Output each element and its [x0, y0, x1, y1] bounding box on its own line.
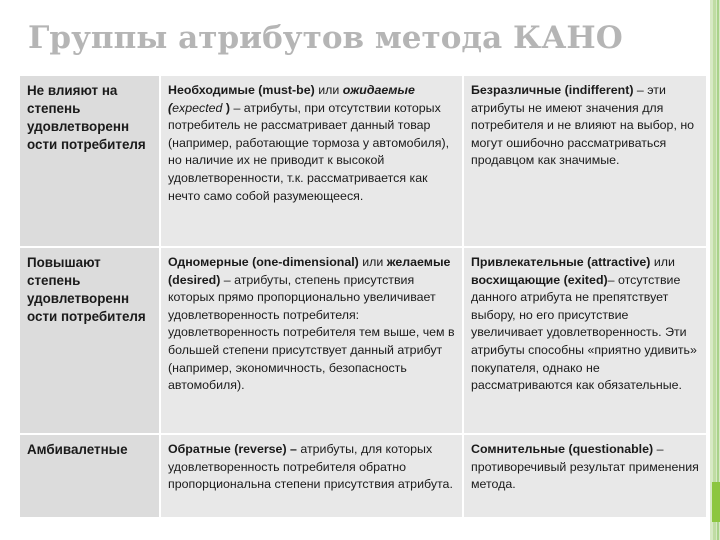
- term-label: Необходимые (must-be): [168, 83, 315, 97]
- row-header: Повышают степень удовлетворенн ости потребителя: [19, 247, 160, 434]
- term-label: Обратные (reverse) –: [168, 442, 297, 456]
- table-row: [19, 247, 707, 434]
- cell-text: – отсутствие данного атрибута не препятствует выбору, но его присутствие увеличивает удовлетворенность. Эти атрибуты способны «приятно удивить» покупателя, однако не рассматриваются как обязательные.: [471, 272, 697, 393]
- table-cell: [160, 75, 463, 247]
- table-row: [19, 75, 707, 247]
- term-label: Безразличные (indifferent): [471, 83, 634, 97]
- term-label: желаемые (desired): [168, 255, 451, 287]
- cell-text: атрибуты, для которых удовлетворенность потребителя обратно пропорциональна степени присутствия атрибута.: [168, 442, 453, 492]
- row-header: Не влияют на степень удовлетворенн ости потребителя: [19, 75, 160, 247]
- row-header: Амбивалетные: [19, 434, 160, 518]
- term-label: ): [222, 100, 231, 115]
- table-cell: [463, 434, 707, 518]
- slide-title: Группы атрибутов метода КАНО: [28, 20, 623, 56]
- cell-text: или: [650, 255, 675, 269]
- term-label: Сомнительные (questionable): [471, 442, 654, 456]
- decorative-side-bar: [710, 0, 720, 540]
- cell-text: – атрибуты, степень присутствия которых прямо пропорционально увеличивает удовлетворенность потребителя: удовлетворенность потребителя тем выше, чем в большей степени присутствует данный атрибут (например, экономичность, безопасность автомобиля).: [168, 272, 455, 393]
- term-label: ожидаемые (: [168, 83, 415, 115]
- term-label: Привлекательные (attractive): [471, 255, 651, 269]
- decorative-stripe: [717, 0, 719, 540]
- cell-text: – эти атрибуты не имеют значения для потребителя и не влияют на выбор, но могут ошибочно рассматриваться продавцом как значимые.: [471, 83, 695, 168]
- decorative-stripe: [713, 0, 716, 540]
- term-label: Одномерные (one-dimensional): [168, 255, 359, 269]
- kano-attributes-table: [18, 74, 708, 519]
- table-row: [19, 434, 707, 518]
- table-cell: [463, 75, 707, 247]
- table-cell: [463, 247, 707, 434]
- term-label: expected: [172, 100, 223, 115]
- decorative-corner-tab: [712, 482, 720, 522]
- cell-text: – атрибуты, при отсутствии которых потребитель не рассматривает данный товар (например, работающие тормоза у автомобиля), но наличие их не приводит к высокой удовлетворенности, т.к. рассматривается как нечто само собой разумеющееся.: [168, 100, 450, 203]
- table-cell: [160, 247, 463, 434]
- term-label: восхищающие (exited): [471, 272, 608, 287]
- cell-text: или: [314, 83, 343, 97]
- cell-text: – противоречивый результат применения метода.: [471, 442, 699, 492]
- cell-text: или: [358, 255, 387, 269]
- table-cell: [160, 434, 463, 518]
